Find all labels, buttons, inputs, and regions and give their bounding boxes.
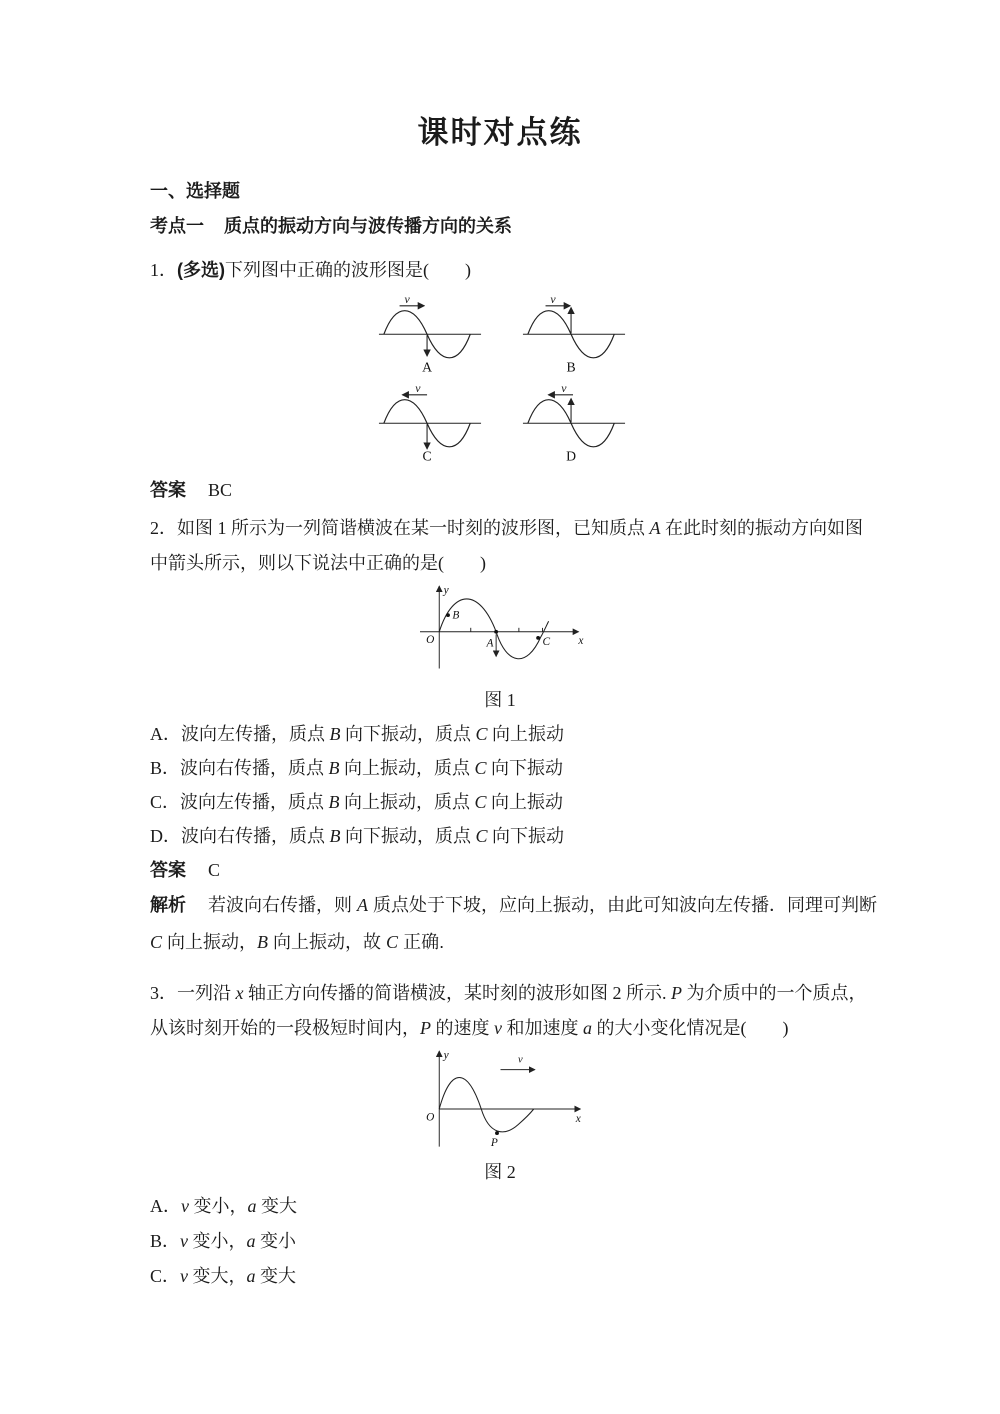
waveform-diagram-a xyxy=(376,295,484,374)
y-axis-label: y xyxy=(443,584,449,597)
velocity-label: v xyxy=(561,383,567,395)
question-1-text: 下列图中正确的波形图是( ) xyxy=(225,260,471,280)
q2-option-d: D．波向右传播，质点 B 向下振动，质点 C 向下振动 xyxy=(150,825,565,846)
point-c-label: C xyxy=(542,635,550,648)
velocity-label: v xyxy=(415,383,421,395)
section-heading: 一、选择题 xyxy=(150,181,240,201)
figure-1-graph xyxy=(413,581,588,688)
waveform-diagram-b xyxy=(520,295,628,374)
topic-heading xyxy=(150,215,895,237)
point-p-label: P xyxy=(490,1136,498,1149)
figure-2-graph xyxy=(413,1046,588,1160)
question-3-stem: 3．一列沿 x 轴正方向传播的简谐横波，某时刻的波形如图 2 所示. P 为介质中的一个质点， 从该时刻开始的一段极短时间内，P 的速度 v 和加速度 a 的大小变化情况是( ) xyxy=(150,982,867,1038)
point-b-dot xyxy=(446,613,450,617)
topic-label: 考点一 xyxy=(150,216,204,236)
origin-label: O xyxy=(425,634,434,647)
analysis-paragraph xyxy=(150,887,895,961)
q2-option-b: B．波向右传播，质点 B 向上振动，质点 C 向下振动 xyxy=(150,757,564,778)
q3-option-c: C．v 变大，a 变大 xyxy=(150,1265,297,1286)
velocity-label: v xyxy=(404,295,410,306)
wave-curve xyxy=(439,1077,534,1131)
q2-options xyxy=(150,717,895,853)
answer-value: C xyxy=(208,859,221,880)
point-a-dot xyxy=(494,630,498,634)
figure-1-caption: 图 1 xyxy=(484,689,516,710)
analysis-label: 解析 xyxy=(150,894,186,915)
y-axis-label: y xyxy=(443,1049,449,1062)
velocity-label: v xyxy=(550,295,556,306)
point-a-label: A xyxy=(486,637,493,650)
answer-value: BC xyxy=(208,480,233,501)
q3-option-b: B．v 变小，a 变小 xyxy=(150,1230,297,1251)
point-b-label: B xyxy=(451,609,459,622)
question-1-number: 1． xyxy=(150,260,177,280)
question-2-stem: 2．如图 1 所示为一列简谐横波在某一时刻的波形图，已知质点 A 在此时刻的振动方向如图 中箭头所示，则以下说法中正确的是( ) xyxy=(150,518,863,574)
figure-1 xyxy=(410,581,590,710)
q3-options xyxy=(150,1189,895,1294)
origin-label: O xyxy=(425,1111,434,1124)
answer-label: 答案 xyxy=(150,859,186,880)
diagram-label-d: D xyxy=(566,448,577,463)
analysis-text: 若波向右传播，则 A 质点处于下坡，应向上振动，由此可知波向左传播．同理可判断 C 向上振动，B 向上振动，故 C 正确. xyxy=(150,894,878,952)
q3-option-a: A．v 变小，a 变大 xyxy=(150,1195,297,1216)
waveform-diagram-d xyxy=(520,384,628,463)
figure-2-caption: 图 2 xyxy=(484,1161,516,1182)
velocity-label: v xyxy=(517,1054,523,1066)
point-p-dot xyxy=(495,1131,499,1135)
x-axis-label: x xyxy=(577,635,583,648)
question-1-stem xyxy=(150,258,895,282)
q1-waveform-grid xyxy=(376,295,1000,462)
diagram-label-b: B xyxy=(566,359,576,374)
answer-row-q2 xyxy=(150,858,895,882)
waveform-diagram-c xyxy=(376,384,484,463)
wave-curve xyxy=(439,599,548,659)
x-axis-label: x xyxy=(575,1112,581,1125)
title-block xyxy=(0,0,1000,154)
diagram-label-c: C xyxy=(422,448,432,463)
q2-option-a: A．波向左传播，质点 B 向下振动，质点 C 向上振动 xyxy=(150,723,565,744)
page-title: 课时对点练 xyxy=(417,115,583,150)
answer-row-q1 xyxy=(150,478,895,502)
topic-title: 质点的振动方向与波传播方向的关系 xyxy=(224,216,512,236)
figure-2 xyxy=(410,1046,590,1182)
multi-select-tag: (多选) xyxy=(177,260,225,280)
answer-label: 答案 xyxy=(150,480,186,501)
point-c-dot xyxy=(536,636,540,640)
diagram-label-a: A xyxy=(422,359,433,374)
q2-option-c: C．波向左传播，质点 B 向上振动，质点 C 向上振动 xyxy=(150,791,564,812)
